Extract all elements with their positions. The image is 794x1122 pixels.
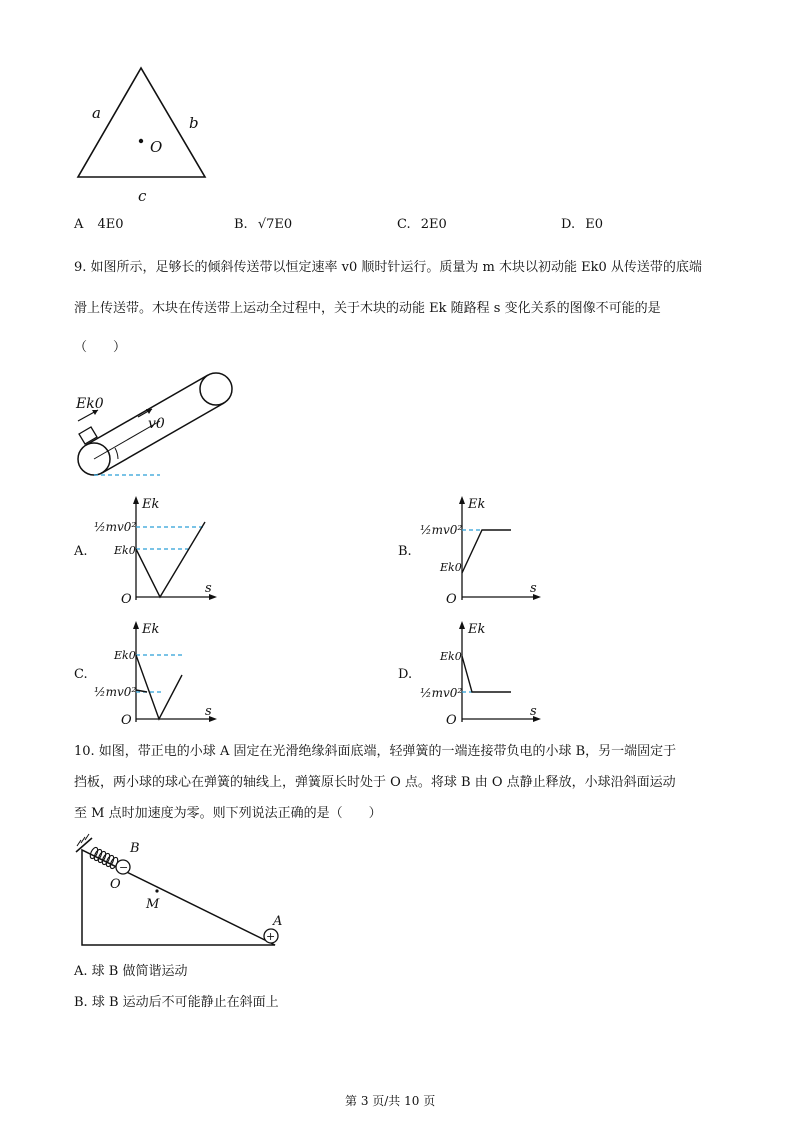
q8-option-c-letter: C. [397, 217, 411, 232]
incline-charge-a: + [266, 930, 276, 943]
triangle-label-a: a [92, 104, 101, 122]
incline-label-b: B [130, 841, 140, 856]
q9-option-b-letter: B. [398, 544, 412, 559]
q9-graph-b-origin: O [446, 592, 457, 607]
q8-option-a-letter: A [74, 217, 84, 232]
q10-option-a: A. 球 B 做简谐运动 [74, 964, 188, 979]
q8-option-b-value: √7E0 [257, 217, 293, 232]
q9-line-1: 9. 如图所示，足够长的倾斜传送带以恒定速率 v0 顺时针运行。质量为 m 木块以初动能 Ek0 从传送带的底端 [74, 260, 702, 275]
q9-graph-a-origin: O [121, 592, 132, 607]
q9-graph-d-label-top: Ek0 [440, 650, 462, 663]
q10-line-1: 10. 如图，带正电的小球 A 固定在光滑绝缘斜面底端，轻弹簧的一端连接带负电的小球 B，另一端固定于 [74, 744, 677, 759]
q9-graph-d-origin: O [446, 713, 457, 728]
q9-graph-b-label-mid: Ek0 [440, 561, 462, 574]
q9-graph-a-label-mid: Ek0 [114, 544, 136, 557]
q9-graph-b-y-axis: Ek [468, 497, 486, 512]
q9-graph-c-y-axis: Ek [142, 622, 160, 637]
conveyor-label-v0: v0 [148, 416, 165, 432]
q9-graph-a-y-axis: Ek [142, 497, 160, 512]
q9-paren: （ ） [74, 340, 127, 355]
q9-graph-a-x-axis: s [205, 581, 212, 596]
q9-graph-b-label-top: ½mv0² [420, 523, 463, 537]
q8-option-b-letter: B. [234, 217, 248, 232]
q8-option-a-value: 4E0 [97, 217, 124, 232]
triangle-label-c: c [138, 187, 147, 205]
q9-graph-c-origin: O [121, 713, 132, 728]
q9-graph-a-label-top: ½mv0² [94, 520, 137, 534]
q9-graph-c-x-axis: s [205, 704, 212, 719]
q9-option-c-letter: C. [74, 667, 88, 682]
incline-label-m: M [146, 897, 160, 912]
triangle-label-b: b [189, 114, 199, 132]
q9-option-d-letter: D. [398, 667, 413, 682]
incline-label-a: A [273, 914, 283, 929]
incline-label-o: O [110, 877, 121, 892]
q9-graph-b-x-axis: s [530, 581, 537, 596]
q10-line-2: 挡板，两小球的球心在弹簧的轴线上，弹簧原长时处于 O 点。将球 B 由 O 点静止释放，小球沿斜面运动 [74, 775, 676, 790]
conveyor-label-ek0: Ek0 [76, 396, 104, 412]
q9-option-a-letter: A. [74, 544, 88, 559]
q10-line-3: 至 M 点时加速度为零。则下列说法正确的是（ ） [74, 806, 382, 821]
incline-charge-b: − [119, 861, 129, 874]
q9-graph-d-label-mid: ½mv0² [420, 686, 463, 700]
q8-option-d-letter: D. [561, 217, 576, 232]
q10-option-b: B. 球 B 运动后不可能静止在斜面上 [74, 995, 279, 1010]
q9-graph-c-label-top: Ek0 [114, 649, 136, 662]
triangle-label-o: O [150, 138, 163, 156]
q8-option-d-value: E0 [585, 217, 603, 232]
q9-line-2: 滑上传送带。木块在传送带上运动全过程中，关于木块的动能 Ek 随路程 s 变化关系的图像不可能的是 [74, 301, 661, 316]
q9-graph-c-label-mid: ½mv0² [94, 685, 137, 699]
q9-graph-d-y-axis: Ek [468, 622, 486, 637]
page-footer: 第 3 页/共 10 页 [345, 1094, 436, 1108]
q9-graph-d-x-axis: s [530, 704, 537, 719]
q8-option-c-value: 2E0 [420, 217, 447, 232]
